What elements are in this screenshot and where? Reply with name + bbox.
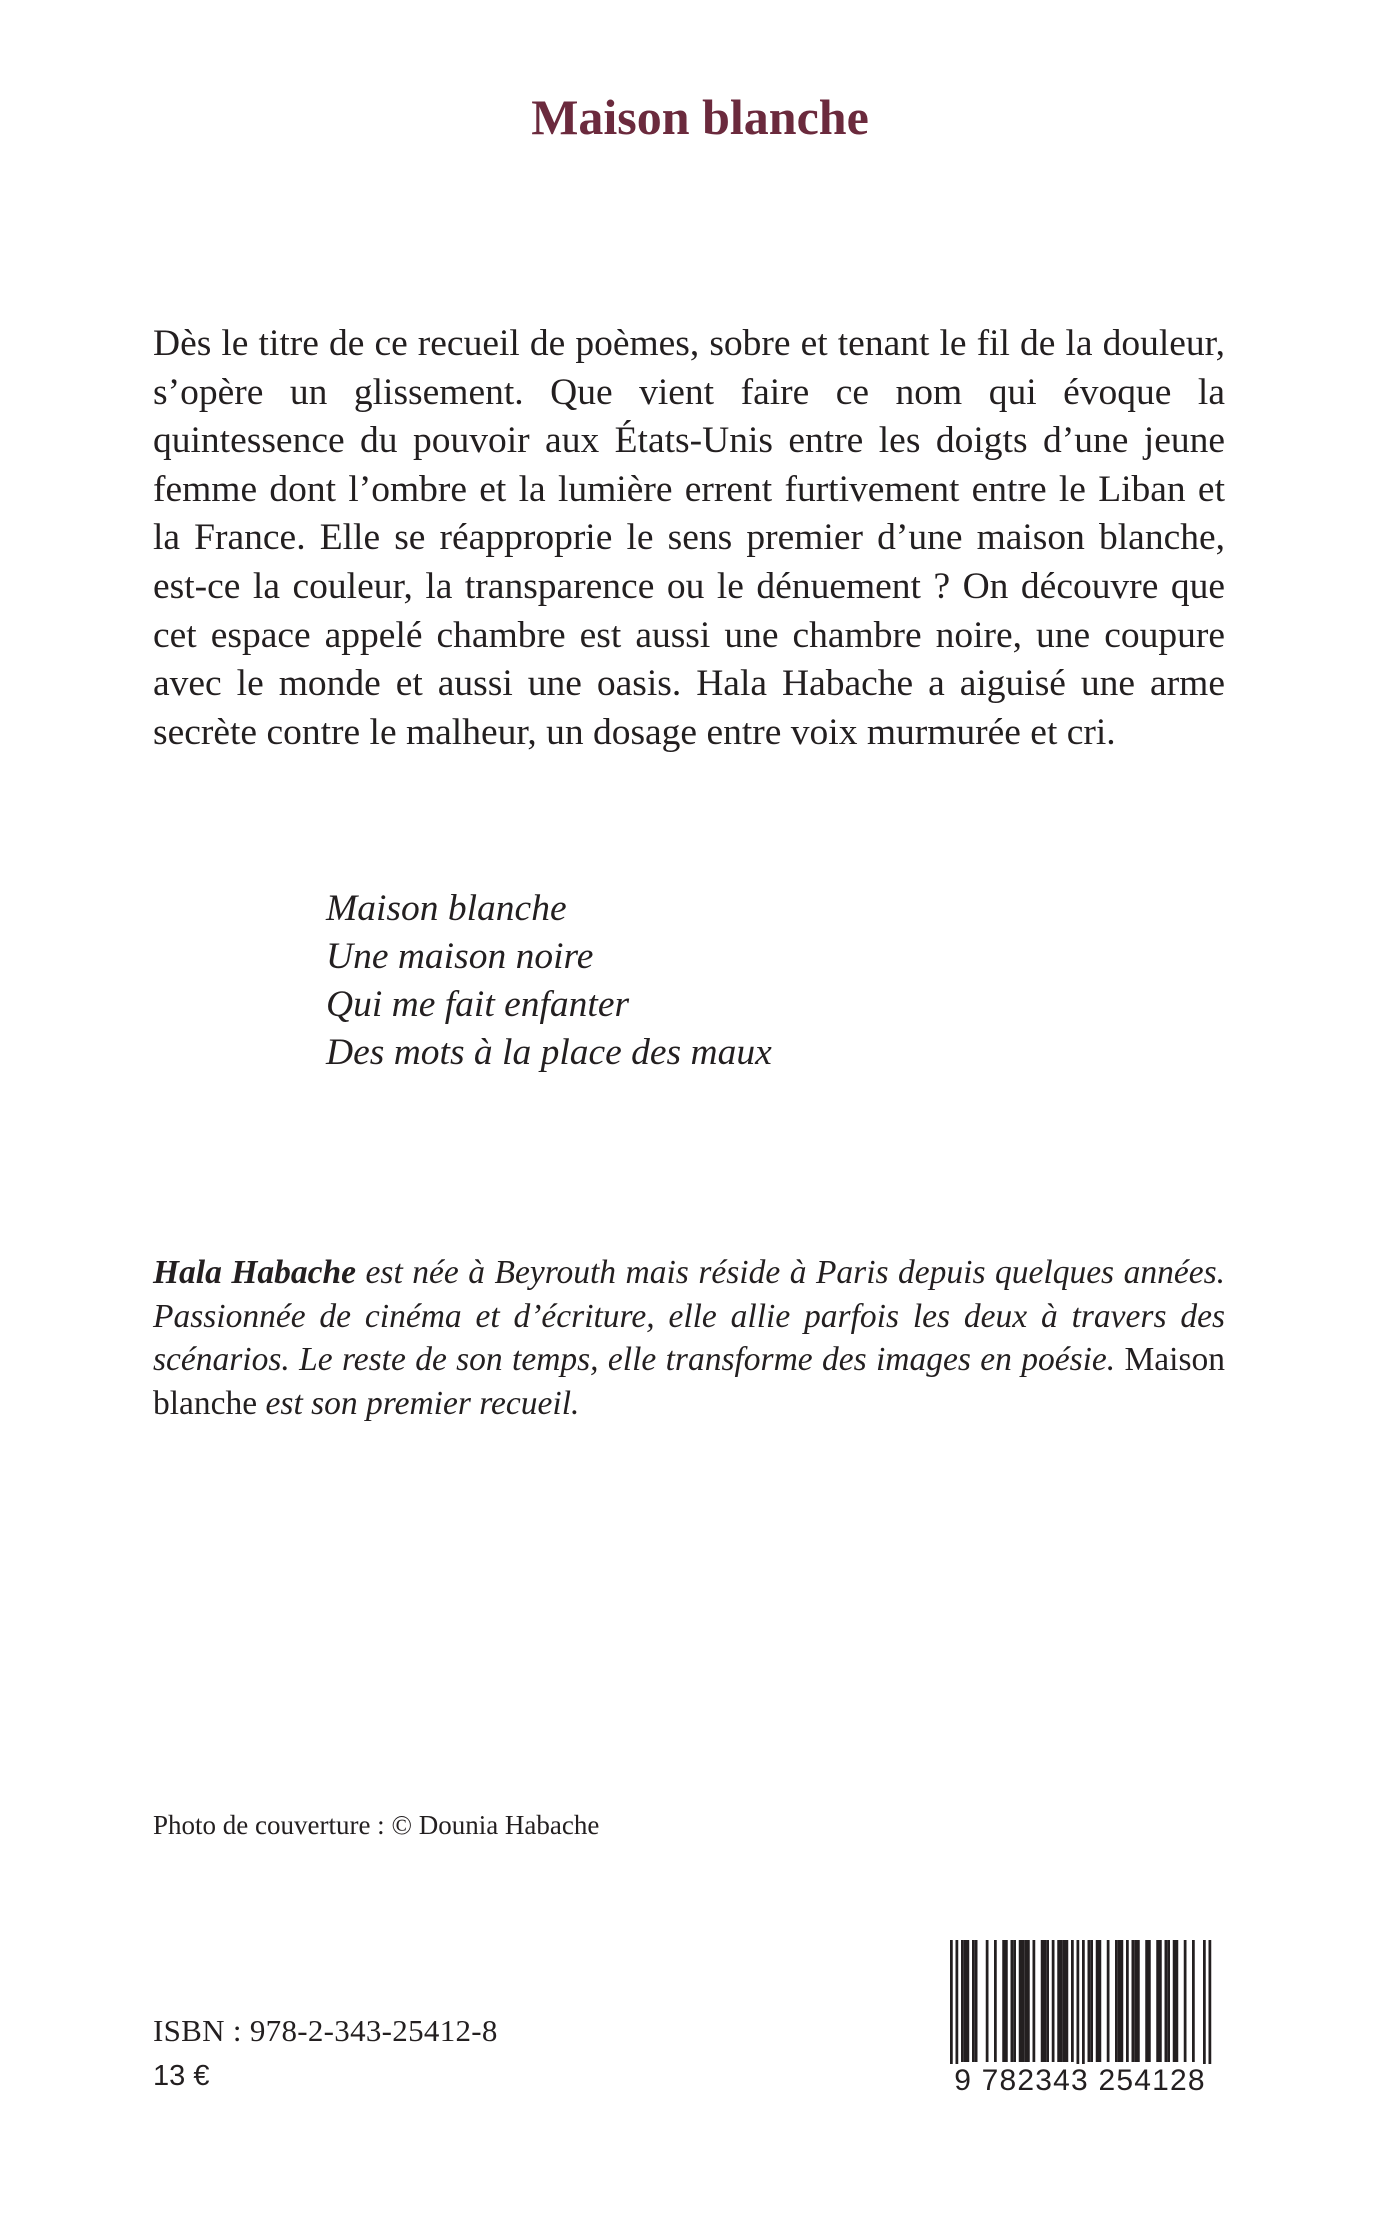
barcode-bar [1077, 1940, 1080, 2070]
poem-line: Des mots à la place des maux [326, 1032, 772, 1073]
isbn: ISBN : 978-2-343-25412-8 [153, 2013, 498, 2048]
barcode-bar [1137, 1940, 1140, 2062]
barcode-bar [1118, 1940, 1121, 2062]
barcode-bars [940, 1940, 1220, 2070]
poem-excerpt [326, 885, 772, 1077]
barcode-bar [967, 1940, 970, 2062]
barcode-bar [1107, 1940, 1110, 2062]
barcode-bar [1165, 1940, 1168, 2062]
author-bio [153, 1251, 1225, 1425]
barcode-bar [1057, 1940, 1060, 2062]
barcode-bar [1145, 1940, 1148, 2062]
bio-book-title: Maison blanche [153, 1341, 1225, 1422]
barcode-bar [1099, 1940, 1102, 2062]
barcode-bar [1063, 1940, 1066, 2062]
barcode-bar [1156, 1940, 1159, 2062]
barcode-bar [1019, 1940, 1022, 2062]
barcode [940, 1940, 1230, 2105]
barcode-bar [1044, 1940, 1047, 2062]
barcode-bar [1134, 1940, 1137, 2062]
barcode-bar [1052, 1940, 1055, 2062]
barcode-bar [1121, 1940, 1124, 2062]
barcode-bar [1176, 1940, 1179, 2062]
barcode-bar [964, 1940, 967, 2062]
poem-line: Une maison noire [326, 936, 594, 977]
barcode-bar [1096, 1940, 1099, 2062]
barcode-bar [1011, 1940, 1014, 2062]
barcode-bar [1126, 1940, 1129, 2062]
poem-line: Qui me fait enfanter [326, 984, 630, 1025]
barcode-bar [1203, 1940, 1206, 2070]
barcode-bar [1090, 1940, 1093, 2062]
barcode-bar [1082, 1940, 1085, 2070]
barcode-bar [1173, 1940, 1176, 2062]
barcode-bar [975, 1940, 978, 2062]
barcode-bar [950, 1940, 953, 2070]
bio-text-end: est son premier recueil. [257, 1384, 580, 1422]
barcode-bar [986, 1940, 989, 2062]
barcode-bar [961, 1940, 964, 2062]
barcode-bar [1148, 1940, 1151, 2062]
author-name: Hala Habache [153, 1254, 357, 1291]
barcode-bar [956, 1940, 959, 2070]
barcode-bar [1071, 1940, 1074, 2062]
price: 13 € [153, 2060, 210, 2092]
barcode-bar [1002, 1940, 1005, 2062]
barcode-bar [1159, 1940, 1162, 2062]
barcode-bar [1132, 1940, 1135, 2062]
barcode-bar [1005, 1940, 1008, 2062]
barcode-bar [1060, 1940, 1063, 2062]
barcode-bar [1184, 1940, 1187, 2062]
photo-credit: Photo de couverture : © Dounia Habache [153, 1810, 600, 1840]
barcode-digits: 9 782343 254128 [940, 2064, 1220, 2098]
barcode-bar [1167, 1940, 1170, 2062]
back-cover-blurb: Dès le titre de ce recueil de poèmes, sobre et tenant le fil de la douleur, s’opère un glissement. Que vient faire ce nom qui évoque la quintessence du pouvoir aux États-Unis entre les doigts d’une jeune femme dont l’ombre et la lumière errent furtivement entre le Liban et la France. Elle se réapproprie le sens premier d’une maison blanche, est-ce la couleur, la transparence ou le dénuement ? On découvre que cet espace appelé chambre est aussi une chambre noire, une coupure avec le monde et aussi une oasis. Hala Habache a aiguisé une arme secrète contre le malheur, un dosage entre voix murmurée et cri. [153, 323, 1225, 753]
barcode-bar [1041, 1940, 1044, 2062]
barcode-bar [1022, 1940, 1025, 2062]
barcode-bar [1046, 1940, 1049, 2062]
barcode-bar [972, 1940, 975, 2062]
book-title: Maison blanche [531, 89, 869, 145]
barcode-bar [1209, 1940, 1212, 2070]
barcode-bar [1088, 1940, 1091, 2062]
bio-text: est née à Beyrouth mais réside à Paris depuis quelques années. Passionnée de cinéma et d’écriture, elle allie parfois les deux à travers des scénarios. Le reste de son temps, elle transforme des images en poésie. [153, 1254, 1225, 1378]
barcode-bar [1192, 1940, 1195, 2062]
barcode-bar [1033, 1940, 1036, 2062]
barcode-bar [994, 1940, 997, 2062]
barcode-bar [1013, 1940, 1016, 2062]
barcode-bar [1027, 1940, 1030, 2062]
barcode-bar [1024, 1940, 1027, 2062]
barcode-bar [1066, 1940, 1069, 2062]
barcode-bar [1115, 1940, 1118, 2062]
poem-line: Maison blanche [326, 888, 567, 929]
